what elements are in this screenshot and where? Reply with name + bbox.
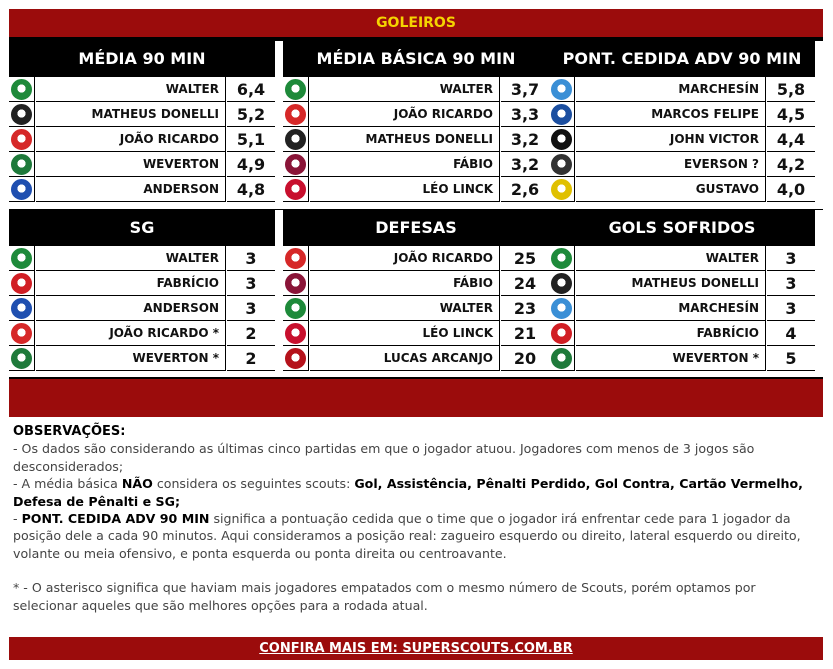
note-2-b: NÃO: [121, 476, 153, 492]
club-logo-cell: [9, 296, 35, 321]
fortaleza-icon: [11, 129, 32, 150]
stat-value: 5: [767, 346, 815, 371]
player-name: WALTER: [576, 246, 766, 271]
player-name: EVERSON ?: [576, 152, 766, 177]
player-name: FÁBIO: [310, 152, 500, 177]
panel-title: MÉDIA 90 MIN: [9, 41, 275, 77]
club-logo-cell: [549, 177, 575, 202]
player-name: MARCHESÍN: [576, 296, 766, 321]
player-name: JOÃO RICARDO: [36, 127, 226, 152]
gremio-icon: [551, 298, 572, 319]
stat-value: 6,4: [227, 77, 275, 102]
table-row: [9, 271, 275, 296]
table-row: [549, 246, 815, 271]
palmeiras-icon: [11, 348, 32, 369]
club-logo-cell: [549, 102, 575, 127]
club-logo-cell: [9, 152, 35, 177]
player-name: WEVERTON *: [576, 346, 766, 371]
player-name: JOÃO RICARDO: [310, 246, 500, 271]
player-name: FABRÍCIO: [576, 321, 766, 346]
fortaleza-icon: [285, 248, 306, 269]
player-name: MATHEUS DONELLI: [576, 271, 766, 296]
club-logo-cell: [9, 127, 35, 152]
note-3: [13, 510, 819, 562]
footer-link[interactable]: CONFIRA MAIS EM: SUPERSCOUTS.COM.BR: [9, 637, 823, 660]
cuiaba-icon: [11, 79, 32, 100]
table-row: [283, 246, 549, 271]
stat-value: 4,9: [227, 152, 275, 177]
panel-title: PONT. CEDIDA ADV 90 MIN: [549, 41, 815, 77]
table-row: [9, 177, 275, 202]
club-logo-cell: [283, 321, 309, 346]
player-name: GUSTAVO: [576, 177, 766, 202]
player-name: MARCOS FELIPE: [576, 102, 766, 127]
internacional-icon: [551, 323, 572, 344]
observations: [9, 417, 823, 637]
table-row: [283, 296, 549, 321]
stat-value: 2: [227, 346, 275, 371]
table-row: [9, 346, 275, 371]
palmeiras-icon: [551, 348, 572, 369]
table-row: [283, 102, 549, 127]
club-logo-cell: [283, 246, 309, 271]
stat-value: 3: [227, 246, 275, 271]
table-row: [549, 102, 815, 127]
stat-value: 2: [227, 321, 275, 346]
table-row: [9, 246, 275, 271]
stat-panel: [283, 41, 549, 209]
corinthians-icon: [285, 129, 306, 150]
club-logo-cell: [549, 152, 575, 177]
club-logo-cell: [283, 177, 309, 202]
section-title: GOLEIROS: [9, 9, 823, 37]
internacional-icon: [11, 273, 32, 294]
note-1: - Os dados são considerando as últimas cinco partidas em que o jogador atuou. Jogadores com menos de 3 jogos são desconsiderados;: [13, 441, 755, 474]
club-logo-cell: [9, 321, 35, 346]
panel-title: GOLS SOFRIDOS: [549, 210, 815, 246]
cuiaba-icon: [285, 79, 306, 100]
stat-value: 4,8: [227, 177, 275, 202]
juventude-icon: [551, 179, 572, 200]
stat-panel: [9, 41, 275, 209]
player-name: JOHN VICTOR: [576, 127, 766, 152]
stat-value: 3: [227, 296, 275, 321]
fortaleza-icon: [285, 104, 306, 125]
club-logo-cell: [549, 127, 575, 152]
table-row: [549, 152, 815, 177]
table-row: [549, 271, 815, 296]
note-4: * - O asterisco significa que haviam mais jogadores empatados com o mesmo número de Scouts, porém optamos por selecionar aqueles que são melhores opções para a rodada atual.: [13, 580, 756, 613]
cuiaba-icon: [551, 248, 572, 269]
cuiaba-icon: [11, 248, 32, 269]
corinthians-icon: [551, 273, 572, 294]
table-row: [549, 177, 815, 202]
player-name: WALTER: [36, 246, 226, 271]
stat-value: 20: [501, 346, 549, 371]
botafogo-icon: [551, 129, 572, 150]
note-2-a: - A média básica: [13, 476, 122, 492]
player-name: JOÃO RICARDO *: [36, 321, 226, 346]
club-logo-cell: [549, 246, 575, 271]
panel-title: SG: [9, 210, 275, 246]
club-logo-cell: [283, 346, 309, 371]
club-logo-cell: [9, 271, 35, 296]
stat-value: 4,0: [767, 177, 815, 202]
table-row: [283, 271, 549, 296]
table-row: [283, 127, 549, 152]
table-row: [549, 296, 815, 321]
athletico-icon: [285, 179, 306, 200]
bottom-tables: [9, 210, 823, 378]
table-row: [283, 346, 549, 371]
club-logo-cell: [549, 77, 575, 102]
stat-value: 3: [227, 271, 275, 296]
player-name: MARCHESÍN: [576, 77, 766, 102]
player-name: MATHEUS DONELLI: [310, 127, 500, 152]
player-name: WALTER: [310, 77, 500, 102]
stat-value: 2,6: [501, 177, 549, 202]
note-2-c: considera os seguintes scouts:: [152, 476, 355, 492]
player-name: WALTER: [310, 296, 500, 321]
stat-value: 3,3: [501, 102, 549, 127]
stat-panel: [549, 41, 815, 209]
club-logo-cell: [9, 102, 35, 127]
athletico-icon: [285, 323, 306, 344]
fluminense-icon: [285, 273, 306, 294]
goleiros-card: [9, 9, 823, 660]
player-name: LÉO LINCK: [310, 177, 500, 202]
note-3-a: -: [13, 511, 22, 527]
stat-value: 5,1: [227, 127, 275, 152]
player-name: WEVERTON *: [36, 346, 226, 371]
table-row: [283, 177, 549, 202]
stat-value: 3,7: [501, 77, 549, 102]
fluminense-icon: [285, 154, 306, 175]
gremio-icon: [551, 79, 572, 100]
table-row: [549, 77, 815, 102]
table-row: [9, 321, 275, 346]
note-3-c: significa a pontuação cedida que o time que o jogador irá enfrentar cede para 1 jogador da posição dele a cada 90 minutos. Aqui consideramos a posição real: zagueiro esquerdo ou direito, lateral esquerdo ou direito, volante ou meia ofensivo, e ponta esquerda ou ponta direita ou centroavante.: [13, 511, 801, 561]
atletico-mg-icon: [551, 154, 572, 175]
club-logo-cell: [549, 271, 575, 296]
corinthians-icon: [11, 104, 32, 125]
stat-value: 23: [501, 296, 549, 321]
table-row: [9, 102, 275, 127]
vitoria-icon: [285, 348, 306, 369]
stat-value: 3: [767, 246, 815, 271]
player-name: ANDERSON: [36, 296, 226, 321]
player-name: MATHEUS DONELLI: [36, 102, 226, 127]
palmeiras-icon: [11, 154, 32, 175]
club-logo-cell: [549, 296, 575, 321]
stat-value: 3: [767, 271, 815, 296]
stat-value: 24: [501, 271, 549, 296]
club-logo-cell: [9, 246, 35, 271]
player-name: ANDERSON: [36, 177, 226, 202]
cuiaba-icon: [285, 298, 306, 319]
table-row: [9, 152, 275, 177]
club-logo-cell: [283, 271, 309, 296]
separator-band: [9, 377, 823, 417]
player-name: FÁBIO: [310, 271, 500, 296]
panel-title: MÉDIA BÁSICA 90 MIN: [283, 41, 549, 77]
table-row: [283, 77, 549, 102]
table-row: [549, 321, 815, 346]
player-name: LUCAS ARCANJO: [310, 346, 500, 371]
observations-title: OBSERVAÇÕES:: [13, 424, 126, 439]
club-logo-cell: [9, 177, 35, 202]
stat-value: 25: [501, 246, 549, 271]
top-tables: [9, 41, 823, 209]
table-row: [549, 127, 815, 152]
stat-value: 3,2: [501, 152, 549, 177]
club-logo-cell: [283, 77, 309, 102]
club-logo-cell: [283, 127, 309, 152]
note-2-d: Gol, Assistência, Pênalti Perdido, Gol Contra, Cartão Vermelho, Defesa de Pênalti e SG;: [13, 476, 803, 509]
player-name: JOÃO RICARDO: [310, 102, 500, 127]
stat-value: 5,2: [227, 102, 275, 127]
table-row: [9, 77, 275, 102]
stat-value: 3: [767, 296, 815, 321]
stat-value: 3,2: [501, 127, 549, 152]
club-logo-cell: [9, 346, 35, 371]
note-2: [13, 475, 819, 510]
club-logo-cell: [283, 152, 309, 177]
club-logo-cell: [549, 321, 575, 346]
bahia-icon: [551, 104, 572, 125]
club-logo-cell: [9, 77, 35, 102]
stat-value: 5,8: [767, 77, 815, 102]
player-name: LÉO LINCK: [310, 321, 500, 346]
stat-value: 4,2: [767, 152, 815, 177]
club-logo-cell: [283, 102, 309, 127]
stat-panel: [549, 210, 815, 378]
stat-value: 4,5: [767, 102, 815, 127]
table-row: [549, 346, 815, 371]
table-row: [9, 296, 275, 321]
club-logo-cell: [283, 296, 309, 321]
cruzeiro-icon: [11, 179, 32, 200]
table-row: [283, 152, 549, 177]
player-name: FABRÍCIO: [36, 271, 226, 296]
club-logo-cell: [549, 346, 575, 371]
stat-value: 4,4: [767, 127, 815, 152]
panel-title: DEFESAS: [283, 210, 549, 246]
stat-panel: [283, 210, 549, 378]
cruzeiro-icon: [11, 298, 32, 319]
stat-value: 4: [767, 321, 815, 346]
player-name: WALTER: [36, 77, 226, 102]
stat-panel: [9, 210, 275, 378]
fortaleza-icon: [11, 323, 32, 344]
table-row: [9, 127, 275, 152]
player-name: WEVERTON: [36, 152, 226, 177]
table-row: [283, 321, 549, 346]
stat-value: 21: [501, 321, 549, 346]
note-3-b: PONT. CEDIDA ADV 90 MIN: [21, 511, 210, 527]
